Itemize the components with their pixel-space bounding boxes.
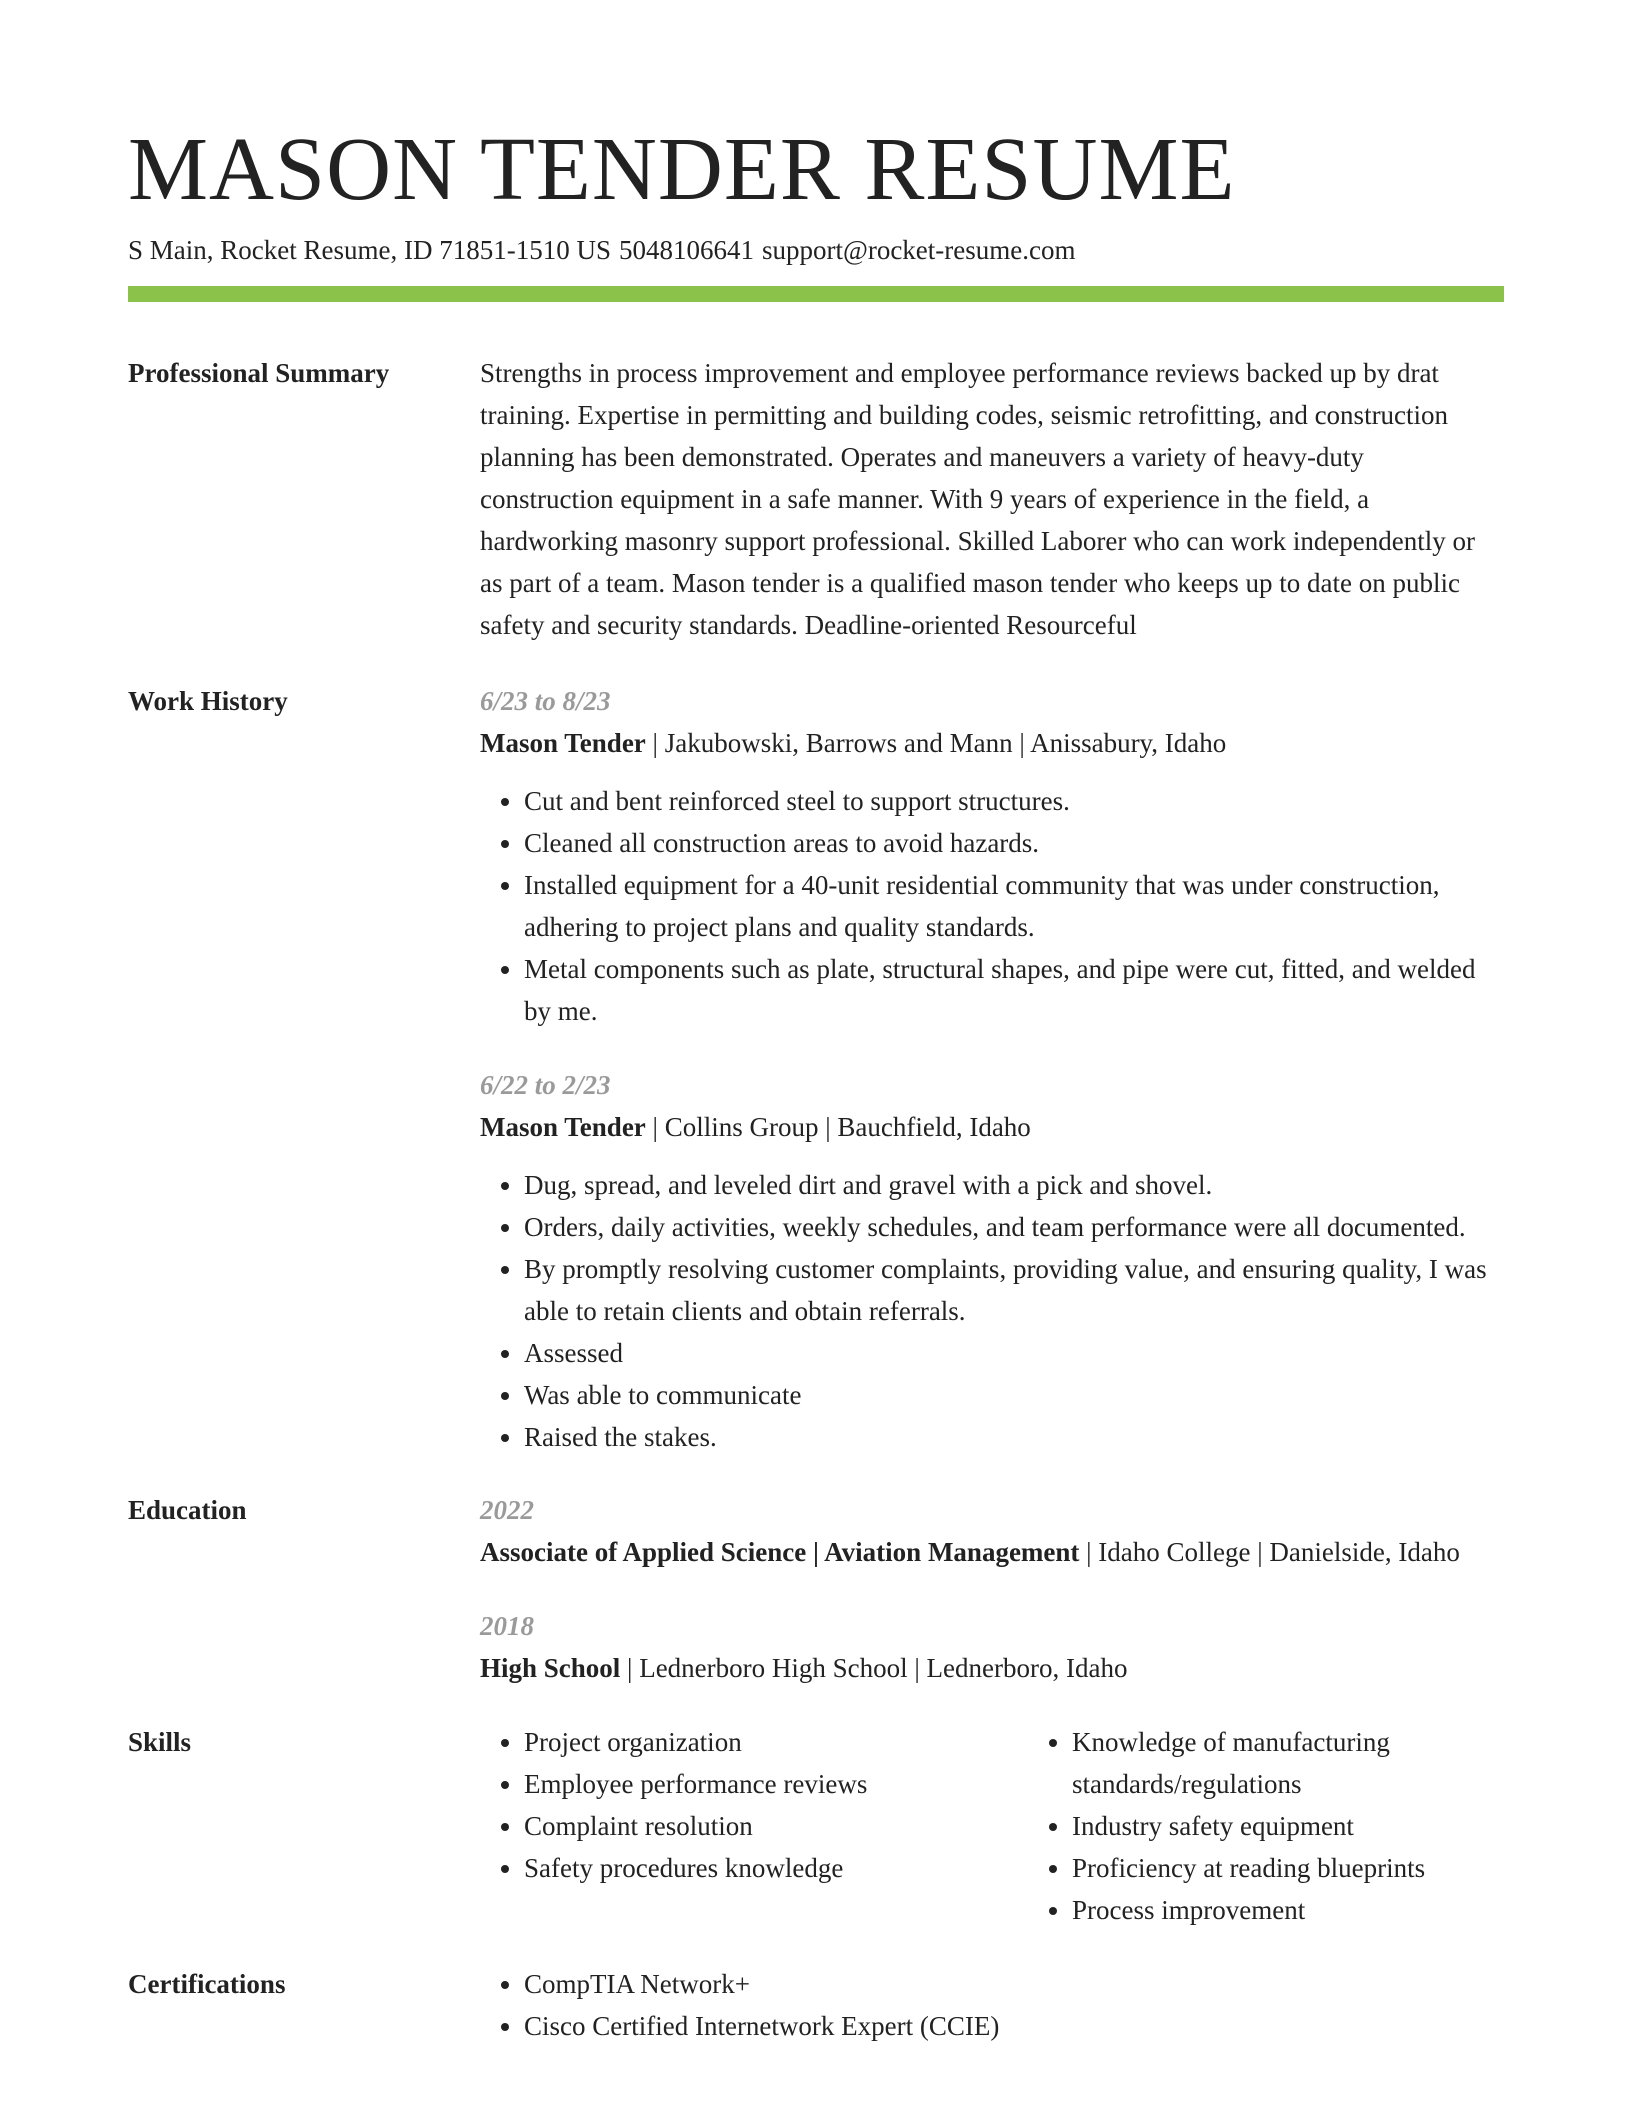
degree-name: High School (480, 1653, 621, 1683)
email-text: support@rocket-resume.com (761, 235, 1076, 265)
education-details: | Lednerboro High School | Lednerboro, Idaho (620, 1653, 1128, 1683)
education-entry (480, 1489, 1504, 1573)
list-item: • Cut and bent reinforced steel to support structures. (524, 780, 1504, 822)
job-entry (480, 680, 1504, 1032)
summary-text: Strengths in process improvement and employee performance reviews backed up by drat training. Expertise in permitting and building codes, seismic retrofitting, and construction planning has been demonstrated. Operates and maneuvers a variety of heavy-duty construction equipment in a safe manner. With 9 years of experience in the field, a hardworking masonry support professional. Skilled Laborer who can work independently or as part of a team. Mason tender is a qualified mason tender who keeps up to date on public safety and security standards. Deadline-oriented Resourceful (480, 358, 1476, 640)
job-entry (480, 1064, 1504, 1458)
list-item: • Dug, spread, and leveled dirt and gravel with a pick and shovel. (524, 1164, 1504, 1206)
education-line (480, 1647, 1504, 1689)
list-item: • Cleaned all construction areas to avoid hazards. (524, 822, 1504, 864)
list-item: • Orders, daily activities, weekly schedules, and team performance were all documented. (524, 1206, 1504, 1248)
certifications-body (480, 1963, 1504, 2047)
education-section (128, 1489, 1504, 1689)
skills-section (128, 1721, 1504, 1931)
list-item: • CompTIA Network+ (524, 1963, 1504, 2005)
list-item: • Raised the stakes. (524, 1416, 1504, 1458)
contact-line (128, 232, 1504, 268)
list-item: • Knowledge of manufacturing standards/regulations (1072, 1721, 1504, 1805)
list-item: • Industry safety equipment (1072, 1805, 1504, 1847)
list-item: • Complaint resolution (524, 1805, 1028, 1847)
certifications-list (480, 1963, 1504, 2047)
list-item: • Proficiency at reading blueprints (1072, 1847, 1504, 1889)
section-heading: Education (128, 1495, 247, 1525)
list-item: • Metal components such as plate, structural shapes, and pipe were cut, fitted, and welded by me. (524, 948, 1504, 1032)
job-role: Mason Tender (480, 1112, 646, 1142)
list-item: • Safety procedures knowledge (524, 1847, 1028, 1889)
section-heading: Professional Summary (128, 358, 390, 388)
phone-text: 5048106641 (618, 235, 754, 265)
education-line (480, 1531, 1504, 1573)
section-heading: Certifications (128, 1969, 286, 1999)
list-item: • Process improvement (1072, 1889, 1504, 1931)
certifications-section (128, 1963, 1504, 2047)
job-duties (480, 780, 1504, 1032)
skills-list-right (1028, 1721, 1504, 1931)
skills-list-left (480, 1721, 1028, 1931)
list-item: • Employee performance reviews (524, 1763, 1028, 1805)
job-title-line (480, 1106, 1504, 1148)
list-item: • By promptly resolving customer complaints, providing value, and ensuring quality, I was able to retain clients and obtain referrals. (524, 1248, 1504, 1332)
resume-title: MASON TENDER RESUME (128, 120, 1236, 219)
list-item: • Assessed (524, 1332, 1504, 1374)
job-role: Mason Tender (480, 728, 646, 758)
work-history-body (480, 680, 1504, 1458)
education-entry (480, 1605, 1504, 1689)
address-text: S Main, Rocket Resume, ID 71851-1510 US (128, 235, 611, 265)
summary-section (128, 352, 1504, 646)
skills-body (480, 1721, 1504, 1931)
degree-name: Associate of Applied Science | Aviation Management (480, 1537, 1080, 1567)
header-divider (128, 286, 1504, 302)
resume-page (128, 120, 1504, 2047)
education-body (480, 1489, 1504, 1689)
list-item: • Was able to communicate (524, 1374, 1504, 1416)
section-heading: Skills (128, 1727, 192, 1757)
list-item: • Cisco Certified Internetwork Expert (CCIE) (524, 2005, 1504, 2047)
job-details: | Jakubowski, Barrows and Mann | Anissabury, Idaho (645, 728, 1227, 758)
job-title-line (480, 722, 1504, 764)
education-details: | Idaho College | Danielside, Idaho (1079, 1537, 1460, 1567)
work-history-section (128, 680, 1504, 1458)
job-dates: 6/23 to 8/23 (480, 686, 611, 716)
job-details: | Collins Group | Bauchfield, Idaho (645, 1112, 1031, 1142)
education-year: 2018 (480, 1611, 534, 1641)
job-duties (480, 1164, 1504, 1458)
education-year: 2022 (480, 1495, 534, 1525)
list-item: • Installed equipment for a 40-unit residential community that was under construction, adhering to project plans and quality standards. (524, 864, 1504, 948)
job-dates: 6/22 to 2/23 (480, 1070, 611, 1100)
section-heading: Work History (128, 686, 288, 716)
list-item: • Project organization (524, 1721, 1028, 1763)
